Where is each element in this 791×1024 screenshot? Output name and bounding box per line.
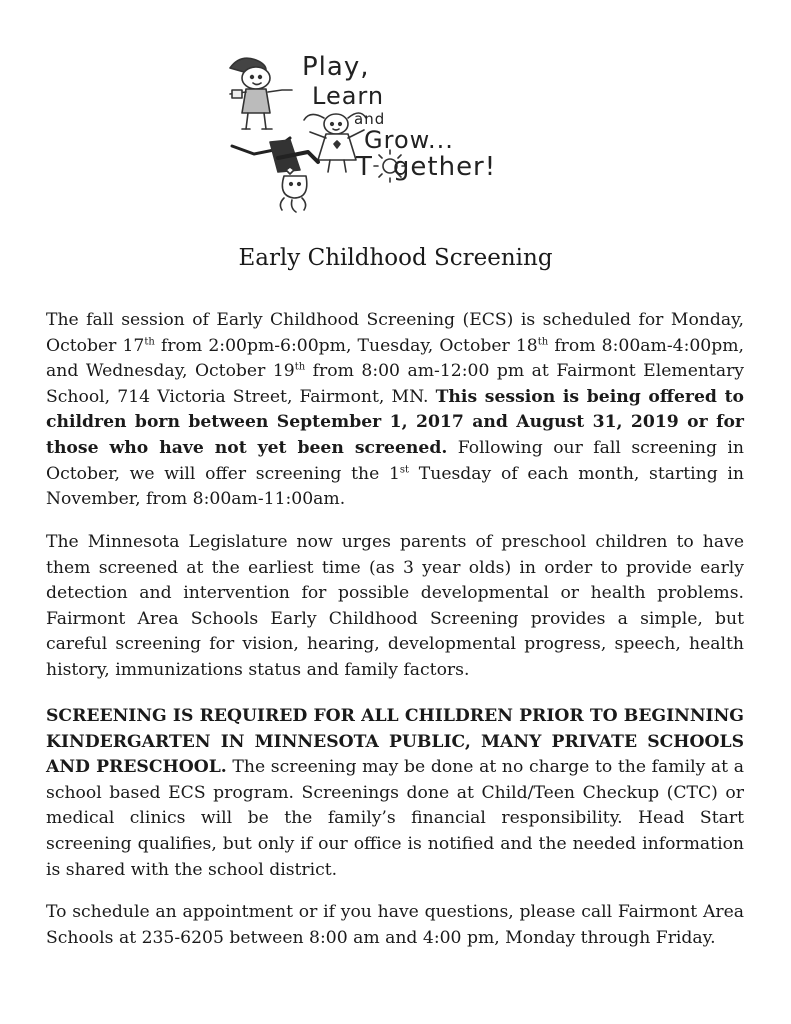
logo-word-learn: Learn <box>312 82 385 110</box>
ordinal-suffix: st <box>399 463 410 475</box>
logo-word-together <box>356 152 496 182</box>
schedule-text-1: The fall session of Early Childhood Screening (ECS) is scheduled for Monday, October 17 <box>46 310 744 356</box>
logo-word-grow: Grow... <box>364 126 454 154</box>
paragraph-legislature: The Minnesota Legislature now urges parents of preschool children to have them screened at the earliest time (as 3 year olds) in order to provide early detection and intervention for possible developmental or health problems. Fairmont Area Schools Early Childhood Screening provides a simple, but careful screening for vision, hearing, developmental progress, speech, health history, immunizations status and family factors. <box>46 532 744 680</box>
requirement-notice: SCREENING IS REQUIRED FOR ALL CHILDREN PRIOR TO BEGINNING KINDERGARTEN IN MINNESOTA PUBLIC, MANY PRIVATE SCHOOLS AND PRESCHOOL. <box>46 706 744 778</box>
eligibility-statement: This session is being offered to children born between September 1, 2017 and August 31, 2019 or for those who have not yet been screened. <box>46 386 745 458</box>
schedule-text-6: Tuesday of each month, starting in November, from 8:00am-11:00am. <box>46 463 744 510</box>
paragraph-contact: To schedule an appointment or if you have questions, please call Fairmont Area Schools at 235-6205 between 8:00 am and 4:00 pm, Monday through Friday. <box>46 902 744 948</box>
paragraph-schedule <box>46 308 744 513</box>
requirement-details: The screening may be done at no charge to the family at a school based ECS program. Screenings done at Child/Teen Checkup (CTC) or medical clinics will be the family’s financial responsibility. Head Start screening qualifies, but only if our office is notified and the needed information is shared with the school district. <box>46 757 744 880</box>
play-learn-grow-logo <box>218 46 578 218</box>
page-title: Early Childhood Screening <box>238 245 553 271</box>
ordinal-suffix: th <box>537 335 549 347</box>
logo-text <box>218 46 578 218</box>
logo-word-play: Play, <box>302 52 370 82</box>
logo-word-and: and <box>354 110 386 128</box>
paragraph-requirement <box>46 704 744 883</box>
schedule-text-5: Following our fall screening in October, we will offer screening the 1 <box>46 437 745 484</box>
ordinal-suffix: th <box>294 361 306 373</box>
schedule-text-2: from 2:00pm-6:00pm, Tuesday, October 18 <box>154 335 538 356</box>
ordinal-suffix: th <box>144 335 155 347</box>
logo-together-rest: gether! <box>392 152 497 182</box>
schedule-text-4: from 8:00 am-12:00 pm at Fairmont Elementary School, 714 Victoria Street, Fairmont, MN. <box>46 361 745 407</box>
schedule-text-3: from 8:00am-4:00pm, and Wednesday, October 19 <box>46 335 744 382</box>
logo-together-t: T <box>356 152 373 182</box>
